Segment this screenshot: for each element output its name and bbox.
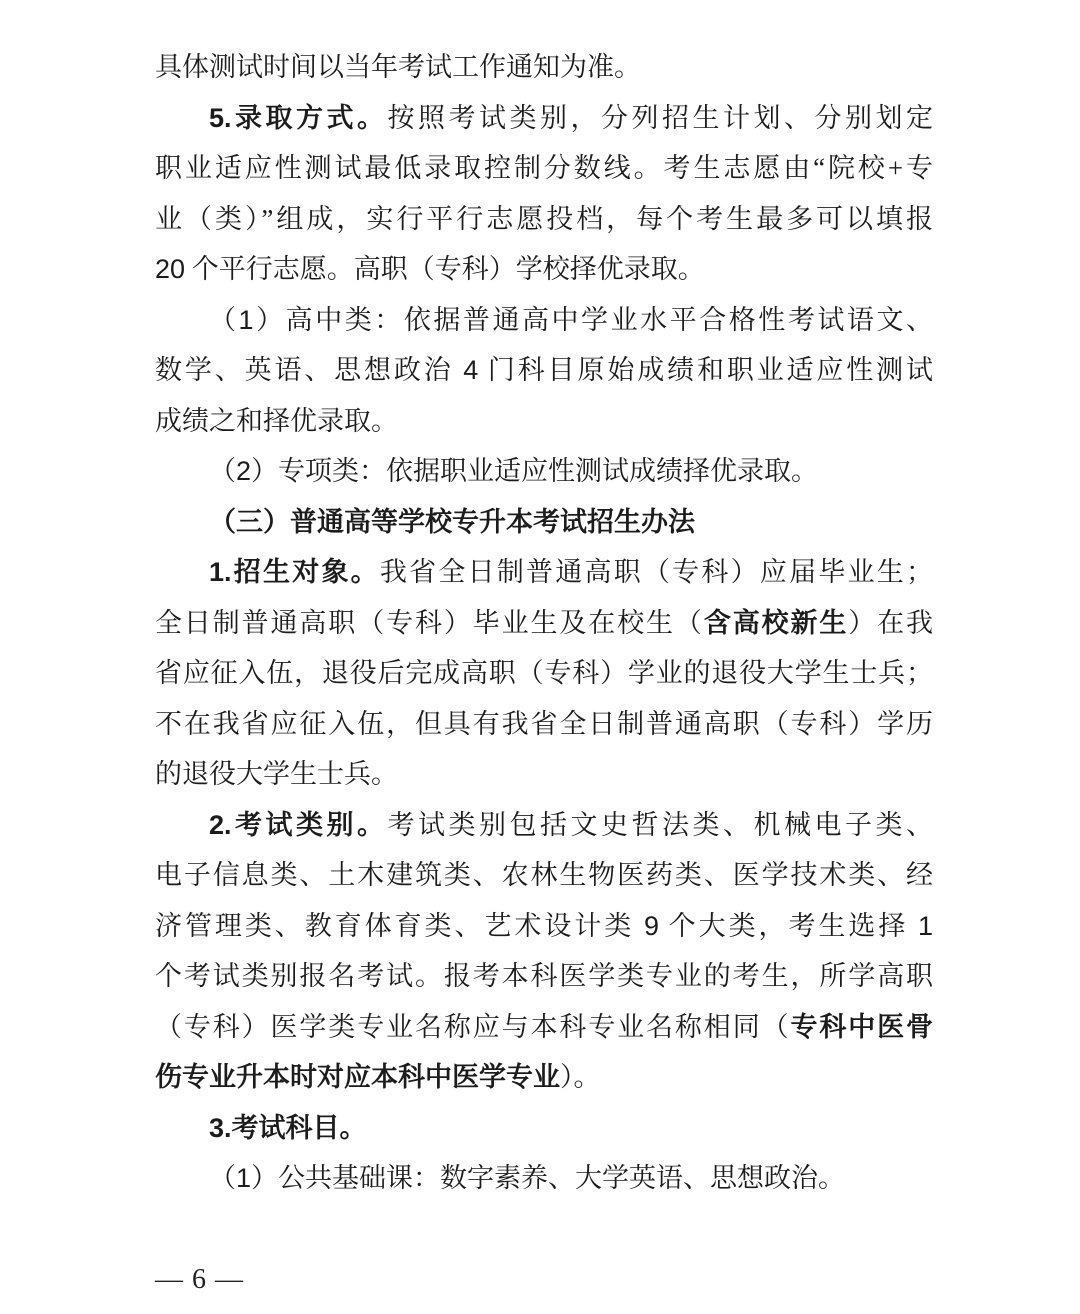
text-segment: 数学、英语、思想政治 — [155, 355, 464, 385]
text-segment: 个平行志愿。高职（专科）学校择优录取。 — [185, 254, 705, 284]
text-line — [155, 951, 933, 1002]
text-segment: 招生对象。 — [231, 557, 380, 587]
text-line — [155, 901, 933, 952]
text-segment: 2. — [209, 809, 232, 840]
text-line — [155, 295, 933, 346]
text-line — [155, 547, 933, 598]
text-segment: 考试类别。 — [231, 809, 388, 840]
text-line — [155, 699, 933, 750]
text-segment: 电子信息类、土木建筑类、农林生物医药类、医学技术类、经 — [155, 860, 933, 890]
text-line — [155, 1103, 933, 1154]
text-line — [155, 244, 933, 295]
text-segment: 5. — [209, 102, 232, 133]
text-segment: 20 — [155, 254, 186, 284]
text-line — [155, 93, 933, 144]
page-number: — 6 — — [155, 1264, 244, 1295]
text-line — [155, 345, 933, 396]
text-segment: 具体测试时间以当年考试工作通知为准。 — [155, 52, 641, 82]
text-line — [155, 497, 933, 548]
text-segment: 考试科目。 — [231, 1112, 367, 1143]
text-segment: ）在我 — [848, 607, 933, 638]
text-segment: ）高中类：依据普通高中学业水平合格性考试语文、 — [253, 304, 933, 335]
text-segment: ）专项类：依据职业适应性测试成绩择优录取。 — [251, 456, 819, 486]
text-line — [155, 800, 933, 851]
text-line — [155, 446, 933, 497]
text-line — [155, 42, 933, 93]
text-segment: 含高校新生 — [703, 607, 849, 638]
text-segment: （专科）医学类专业名称应与本科专业名称相同（ — [155, 1011, 791, 1042]
text-segment: 我省全日制普通高职（专科）应届毕业生； — [379, 557, 933, 587]
text-segment: 1 — [238, 304, 254, 335]
text-segment: （ — [209, 456, 236, 486]
text-segment: 不在我省应征入伍，但具有我省全日制普通高职（专科）学历 — [155, 708, 933, 739]
text-line — [155, 1052, 933, 1103]
text-segment: 省应征入伍，退役后完成高职（专科）学业的退役大学生士兵； — [155, 658, 933, 688]
text-line — [155, 598, 933, 649]
text-line — [155, 396, 933, 447]
text-segment: 考试类别包括文史哲法类、机械电子类、 — [387, 809, 933, 840]
text-segment: 9 — [643, 910, 659, 941]
text-segment: 全日制普通高职（专科）毕业生及在校生（ — [155, 607, 704, 638]
page-footer — [155, 1260, 244, 1300]
text-segment: 业（类）”组成，实行平行志愿投档，每个考生最多可以填报 — [155, 203, 933, 234]
text-segment: 4 — [463, 355, 479, 385]
text-line — [155, 850, 933, 901]
text-line — [155, 648, 933, 699]
text-segment: ）。 — [560, 1062, 601, 1092]
text-segment: 济管理类、教育体育类、艺术设计类 — [155, 910, 644, 941]
text-segment: 1 — [917, 910, 933, 941]
text-segment: 2 — [236, 456, 252, 486]
document-body — [155, 42, 933, 1204]
text-line — [155, 1002, 933, 1053]
text-segment: ）公共基础课：数字素养、大学英语、思想政治。 — [251, 1163, 846, 1193]
text-segment: （ — [209, 1163, 236, 1193]
text-segment: 3. — [209, 1112, 232, 1143]
text-segment: （三）普通高等学校专升本考试招生办法 — [209, 506, 695, 537]
text-segment: 录取方式。 — [231, 102, 388, 133]
text-segment: 个考试类别报名考试。报考本科医学类专业的考生，所学高职 — [155, 961, 933, 991]
text-segment: 门科目原始成绩和职业适应性测试 — [478, 355, 933, 385]
text-segment: 专科中医骨 — [790, 1011, 933, 1042]
text-segment: 按照考试类别，分列招生计划、分别划定 — [387, 102, 933, 133]
text-segment: 的退役大学生士兵。 — [155, 759, 398, 789]
text-line — [155, 194, 933, 245]
text-line — [155, 749, 933, 800]
text-segment: 职业适应性测试最低录取控制分数线。考生志愿由“院校+专 — [155, 153, 933, 183]
text-segment: （ — [209, 304, 239, 335]
text-line — [155, 1153, 933, 1204]
text-segment: 1. — [209, 557, 232, 587]
text-segment: 伤专业升本时对应本科中医学专业 — [155, 1062, 560, 1092]
text-segment: 个大类，考生选择 — [658, 910, 918, 941]
text-segment: 成绩之和择优录取。 — [155, 405, 398, 436]
text-line — [155, 143, 933, 194]
text-segment: 1 — [236, 1163, 252, 1193]
